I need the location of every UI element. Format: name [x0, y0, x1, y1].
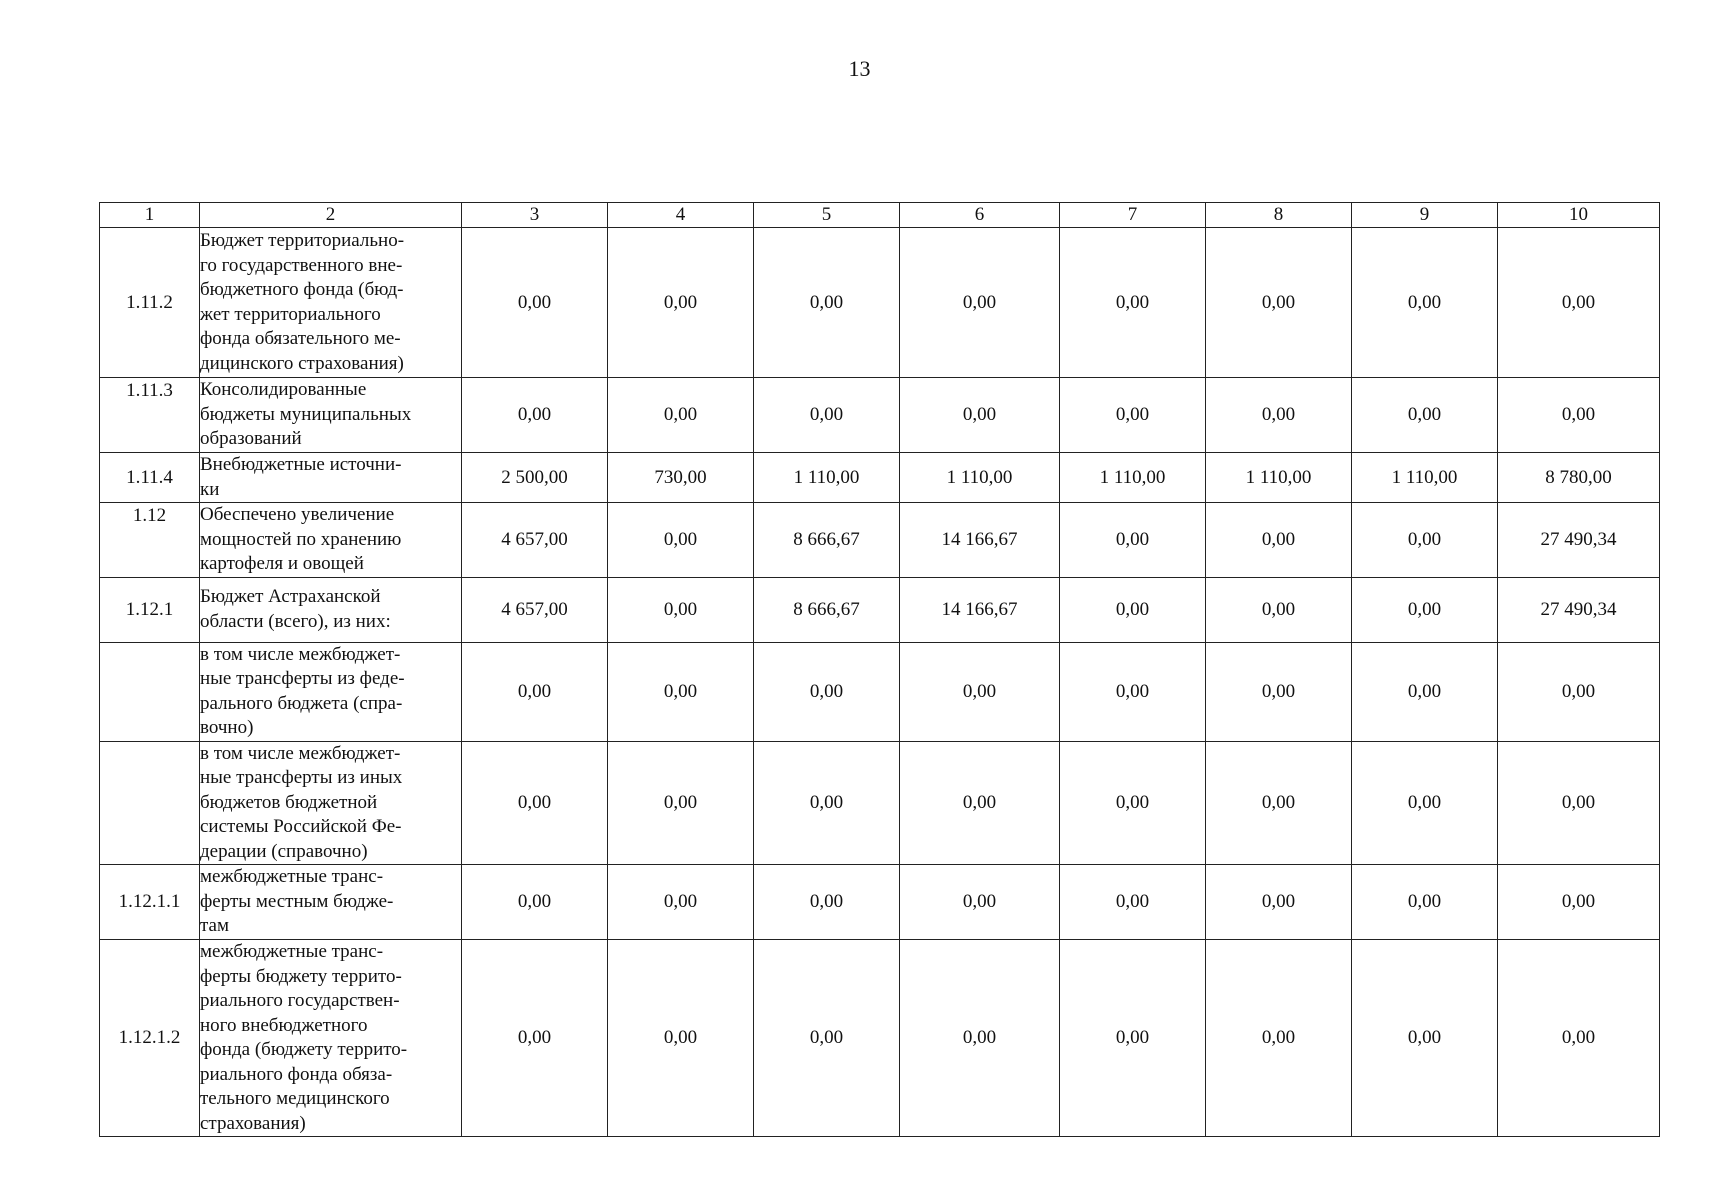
table-row — [100, 453, 1660, 503]
row-code — [100, 642, 200, 741]
value-cell-col-5: 1 110,00 — [754, 453, 900, 503]
value-cell-col-4: 0,00 — [608, 577, 754, 642]
value-cell-col-5: 0,00 — [754, 228, 900, 378]
value-cell-col-7: 0,00 — [1060, 378, 1206, 453]
row-description — [200, 228, 462, 378]
value-cell-col-4: 0,00 — [608, 865, 754, 940]
description-line: фонда обязательного ме- — [200, 328, 401, 349]
description-line: в том числе межбюджет- — [200, 643, 401, 665]
value-cell-col-4: 0,00 — [608, 228, 754, 378]
value-cell-col-9: 0,00 — [1352, 865, 1498, 940]
row-description — [200, 741, 462, 865]
column-header-10: 10 — [1498, 203, 1660, 228]
value-cell-col-3: 0,00 — [462, 741, 608, 865]
column-header-8: 8 — [1206, 203, 1352, 228]
column-header-6: 6 — [900, 203, 1060, 228]
description-line: тельного медицинского — [200, 1088, 390, 1109]
value-cell-col-10: 0,00 — [1498, 642, 1660, 741]
value-cell-col-9: 0,00 — [1352, 503, 1498, 578]
description-line: фонда (бюджету террито- — [200, 1039, 408, 1060]
value-cell-col-9: 1 110,00 — [1352, 453, 1498, 503]
description-line: ные трансферты из иных — [200, 767, 403, 788]
row-description — [200, 453, 462, 503]
table-row — [100, 741, 1660, 865]
value-cell-col-3: 0,00 — [462, 642, 608, 741]
value-cell-col-8: 0,00 — [1206, 940, 1352, 1137]
value-cell-col-8: 0,00 — [1206, 577, 1352, 642]
description-line: межбюджетные транс- — [200, 866, 384, 888]
value-cell-col-3: 0,00 — [462, 940, 608, 1137]
description-line: риального государствен- — [200, 990, 400, 1011]
description-line: ного внебюджетного — [200, 1014, 368, 1036]
value-cell-col-4: 0,00 — [608, 940, 754, 1137]
value-cell-col-10: 27 490,34 — [1498, 577, 1660, 642]
description-line: бюджеты муниципальных — [200, 403, 412, 425]
value-cell-col-6: 0,00 — [900, 865, 1060, 940]
value-cell-col-5: 8 666,67 — [754, 577, 900, 642]
description-line: риального фонда обяза- — [200, 1063, 393, 1085]
value-cell-col-5: 0,00 — [754, 642, 900, 741]
value-cell-col-3: 0,00 — [462, 378, 608, 453]
column-header-1: 1 — [100, 203, 200, 228]
value-cell-col-6: 14 166,67 — [900, 577, 1060, 642]
value-cell-col-3: 4 657,00 — [462, 503, 608, 578]
description-line: рального бюджета (спра- — [200, 692, 403, 714]
table-row — [100, 865, 1660, 940]
value-cell-col-9: 0,00 — [1352, 577, 1498, 642]
value-cell-col-10: 0,00 — [1498, 228, 1660, 378]
table-row — [100, 228, 1660, 378]
table-body — [100, 228, 1660, 1137]
value-cell-col-4: 0,00 — [608, 642, 754, 741]
value-cell-col-5: 0,00 — [754, 865, 900, 940]
table-row — [100, 642, 1660, 741]
value-cell-col-8: 1 110,00 — [1206, 453, 1352, 503]
value-cell-col-8: 0,00 — [1206, 642, 1352, 741]
value-cell-col-10: 0,00 — [1498, 378, 1660, 453]
value-cell-col-4: 0,00 — [608, 741, 754, 865]
value-cell-col-8: 0,00 — [1206, 865, 1352, 940]
value-cell-col-8: 0,00 — [1206, 741, 1352, 865]
value-cell-col-5: 0,00 — [754, 741, 900, 865]
value-cell-col-9: 0,00 — [1352, 228, 1498, 378]
value-cell-col-9: 0,00 — [1352, 378, 1498, 453]
budget-table — [99, 202, 1660, 1137]
column-header-9: 9 — [1352, 203, 1498, 228]
value-cell-col-10: 0,00 — [1498, 741, 1660, 865]
column-header-5: 5 — [754, 203, 900, 228]
description-line: мощностей по хранению — [200, 528, 402, 550]
row-description — [200, 577, 462, 642]
value-cell-col-9: 0,00 — [1352, 642, 1498, 741]
table-row — [100, 577, 1660, 642]
value-cell-col-10: 27 490,34 — [1498, 503, 1660, 578]
value-cell-col-7: 0,00 — [1060, 865, 1206, 940]
description-line: ферты бюджету террито- — [200, 965, 402, 987]
value-cell-col-9: 0,00 — [1352, 741, 1498, 865]
value-cell-col-5: 0,00 — [754, 940, 900, 1137]
value-cell-col-6: 0,00 — [900, 940, 1060, 1137]
row-description — [200, 865, 462, 940]
description-line: ные трансферты из феде- — [200, 668, 405, 689]
row-description — [200, 503, 462, 578]
value-cell-col-4: 730,00 — [608, 453, 754, 503]
value-cell-col-7: 0,00 — [1060, 940, 1206, 1137]
value-cell-col-4: 0,00 — [608, 378, 754, 453]
column-header-7: 7 — [1060, 203, 1206, 228]
header-row — [100, 203, 1660, 228]
column-header-4: 4 — [608, 203, 754, 228]
description-line: области (всего), из них: — [200, 610, 391, 632]
description-line: ферты местным бюдже- — [200, 890, 394, 912]
value-cell-col-5: 0,00 — [754, 378, 900, 453]
value-cell-col-3: 2 500,00 — [462, 453, 608, 503]
description-line: страхования) — [200, 1112, 306, 1134]
row-code: 1.11.3 — [100, 378, 200, 453]
value-cell-col-6: 14 166,67 — [900, 503, 1060, 578]
value-cell-col-8: 0,00 — [1206, 503, 1352, 578]
description-line: там — [200, 915, 229, 937]
column-header-3: 3 — [462, 203, 608, 228]
row-code: 1.12.1.2 — [100, 940, 200, 1137]
description-line: Обеспечено увеличение — [200, 504, 395, 525]
value-cell-col-6: 0,00 — [900, 642, 1060, 741]
value-cell-col-10: 0,00 — [1498, 940, 1660, 1137]
value-cell-col-4: 0,00 — [608, 503, 754, 578]
column-header-2: 2 — [200, 203, 462, 228]
table-row — [100, 503, 1660, 578]
page-number: 13 — [848, 56, 871, 81]
description-line: го государственного вне- — [200, 254, 403, 276]
row-code: 1.12.1.1 — [100, 865, 200, 940]
row-description — [200, 642, 462, 741]
value-cell-col-6: 1 110,00 — [900, 453, 1060, 503]
description-line: вочно) — [200, 717, 254, 738]
table-row — [100, 940, 1660, 1137]
value-cell-col-8: 0,00 — [1206, 378, 1352, 453]
row-code: 1.11.4 — [100, 453, 200, 503]
description-line: образований — [200, 428, 302, 450]
value-cell-col-6: 0,00 — [900, 228, 1060, 378]
value-cell-col-7: 0,00 — [1060, 503, 1206, 578]
description-line: Внебюджетные источни- — [200, 454, 402, 475]
description-line: ки — [200, 478, 220, 500]
description-line: Бюджет территориально- — [200, 230, 405, 251]
description-line: Бюджет Астраханской — [200, 586, 381, 607]
description-line: системы Российской Фе- — [200, 816, 402, 837]
row-code — [100, 741, 200, 865]
value-cell-col-6: 0,00 — [900, 741, 1060, 865]
value-cell-col-10: 0,00 — [1498, 865, 1660, 940]
value-cell-col-6: 0,00 — [900, 378, 1060, 453]
value-cell-col-3: 4 657,00 — [462, 577, 608, 642]
description-line: бюджетов бюджетной — [200, 791, 378, 813]
value-cell-col-5: 8 666,67 — [754, 503, 900, 578]
row-description — [200, 378, 462, 453]
value-cell-col-10: 8 780,00 — [1498, 453, 1660, 503]
description-line: дерации (справочно) — [200, 840, 368, 862]
description-line: бюджетного фонда (бюд- — [200, 279, 404, 300]
description-line: в том числе межбюджет- — [200, 742, 401, 764]
value-cell-col-7: 0,00 — [1060, 577, 1206, 642]
value-cell-col-7: 1 110,00 — [1060, 453, 1206, 503]
value-cell-col-7: 0,00 — [1060, 642, 1206, 741]
description-line: Консолидированные — [200, 379, 367, 401]
value-cell-col-3: 0,00 — [462, 865, 608, 940]
value-cell-col-3: 0,00 — [462, 228, 608, 378]
row-description — [200, 940, 462, 1137]
value-cell-col-7: 0,00 — [1060, 741, 1206, 865]
value-cell-col-9: 0,00 — [1352, 940, 1498, 1137]
row-code: 1.11.2 — [100, 228, 200, 378]
row-code: 1.12 — [100, 503, 200, 578]
table-row — [100, 378, 1660, 453]
description-line: жет территориального — [200, 303, 381, 325]
description-line: межбюджетные транс- — [200, 941, 384, 962]
description-line: картофеля и овощей — [200, 553, 364, 574]
description-line: дицинского страхования) — [200, 352, 404, 374]
row-code: 1.12.1 — [100, 577, 200, 642]
value-cell-col-7: 0,00 — [1060, 228, 1206, 378]
value-cell-col-8: 0,00 — [1206, 228, 1352, 378]
